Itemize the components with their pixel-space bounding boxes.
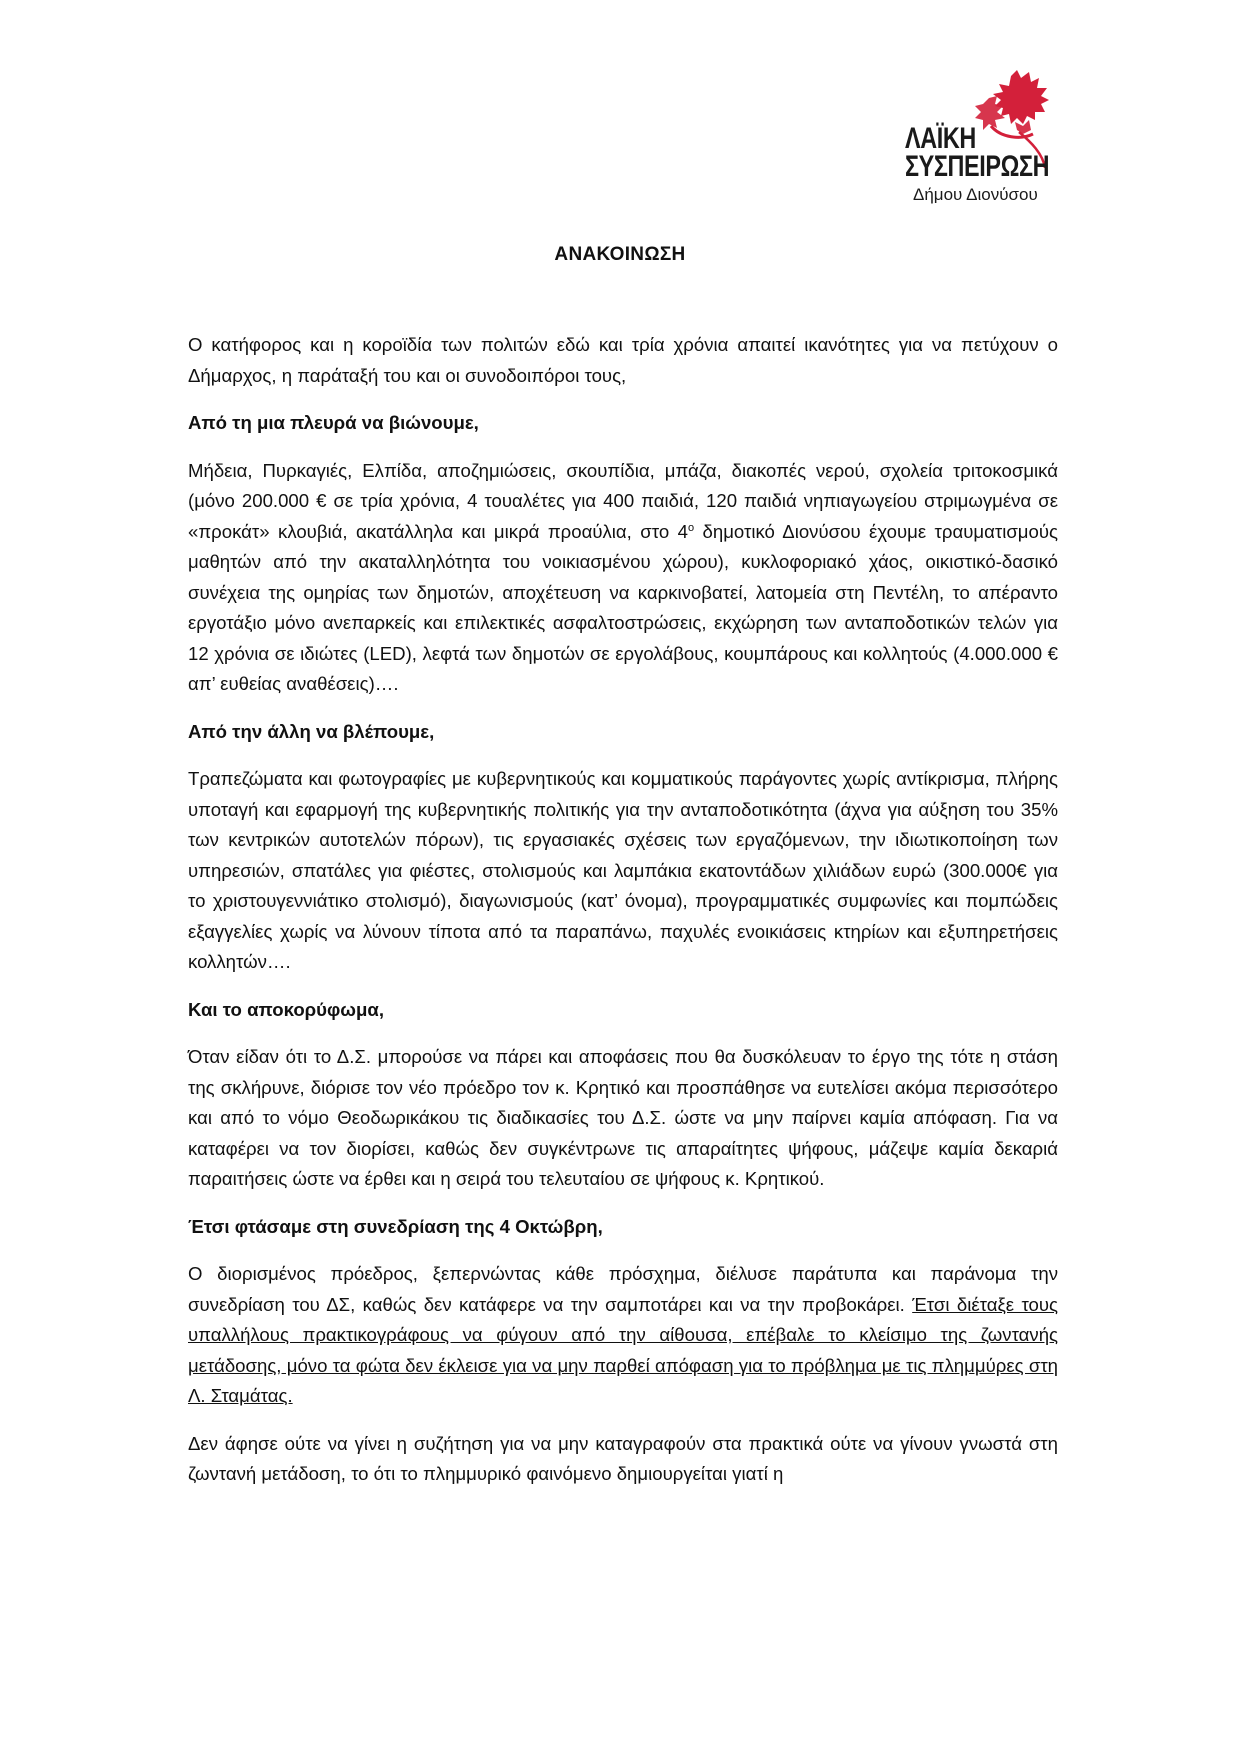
paragraph-flooding: Δεν άφησε ούτε να γίνει η συζήτηση για να μην καταγραφούν στα πρακτικά ούτε να γίνουν γνωστά στη ζωντανή μετάδοση, το ότι το πλημμυρικό φαινόμενο δημιουργείται γιατί η	[188, 1432, 1058, 1484]
underlined-passage: Έτσι διέταξε τους υπαλλήλους πρακτικογράφους να φύγουν από την αίθουσα, επέβαλε το κλείσιμο της ζωντανής μετάδοσης, μόνο τα φώτα δεν έκλεισε για να μην παρθεί απόφαση για το πρόβλημα με τις πλημμύρες στη Λ. Σταμάτας.	[188, 1293, 1059, 1406]
heading-one-side: Από τη μια πλευρά να βιώνουμε,	[188, 412, 479, 433]
paragraph-council: Όταν είδαν ότι το Δ.Σ. μπορούσε να πάρει και αποφάσεις που θα δυσκόλευαν το έργο της τότε η στάση της σκλήρυνε, διόρισε τον νέο πρόεδρο τον κ. Κρητικό και προσπάθησε να ευτελίσει ακόμα περισσότερο και από το νόμο Θεοδωρικάκου τις διαδικασίες του Δ.Σ. ώστε να μην παίρνει καμία απόφαση. Για να καταφέρει να τον διορίσει, καθώς δεν συγκέντρωνε τις απαραίτητες ψήφους, μάζεψε καμία δεκαριά παραιτήσεις ώστε να έρθει και η σειρά του τελευταίου σε ψήφους κ. Κρητικού.	[188, 1046, 1058, 1189]
heading-culmination: Και το αποκορύφωμα,	[188, 998, 384, 1020]
paragraph-problems-text-a: Μήδεια, Πυρκαγιές, Ελπίδα, αποζημιώσεις, σκουπίδια, μπάζα, διακοπές νερού, σχολεία τριτοκοσμικά (μόνο 200.000 € σε τρία χρόνια, 4 τουαλέτες για 400 παιδιά, 120 παιδιά νηπιαγωγείου στριμωγμένα σε «προκάτ» κλουβιά, ακατάλληλα και μικρά προαύλια, στο 4	[188, 459, 1058, 542]
logo	[905, 68, 1065, 208]
paragraph-problems-text-b: δημοτικό Διονύσου έχουμε τραυματισμούς μαθητών από την ακαταλληλότητα του νοικιασμένου χώρου), κυκλοφοριακό χάος, οικιστικό-δασικό συνέχεια της ομηρίας των δημοτών, αποχέτευση να καρκινοβατεί, λατομεία στη Πεντέλη, το απέραντο εργοτάξιο μόνο ανεπαρκείς και επιλεκτικές ασφαλτοστρώσεις, εκχώρηση των ανταποδοτικών τελών για 12 χρόνια σε ιδιώτες (LED), λεφτά των δημοτών σε εργολάβους, κουμπάρους και κολλητούς (4.000.000 € απ’ ευθείας αναθέσεις)….	[188, 520, 1058, 694]
heading-other-side: Από την άλλη να βλέπουμε,	[188, 720, 435, 742]
paragraph-meeting	[188, 1259, 1058, 1412]
logo-line-2: ΣΥΣΠΕΙΡΩΣΗ	[905, 150, 1050, 183]
paragraph-problems	[188, 456, 1058, 700]
document-title: ΑΝΑΚΟΙΝΩΣΗ	[554, 244, 686, 265]
logo-line-1: ΛΑΪΚΗ	[905, 122, 976, 155]
logo-line-3: Δήμου Διονύσου	[913, 185, 1038, 204]
document-body	[188, 330, 1058, 1507]
paragraph-meeting-text: Ο διορισμένος πρόεδρος, ξεπερνώντας κάθε πρόσχημα, διέλυσε παράτυπα και παράνομα την συνεδρίαση του ΔΣ, καθώς δεν κατάφερε να την σαμποτάρει και να την προβοκάρει.	[188, 1263, 1058, 1315]
paragraph-intro: Ο κατήφορος και η κοροϊδία των πολιτών εδώ και τρία χρόνια απαιτεί ικανότητες για να πετύχουν ο Δήμαρχος, η παράταξή του και οι συνοδοιπόροι τους,	[188, 334, 1058, 386]
paragraph-government: Τραπεζώματα και φωτογραφίες με κυβερνητικούς και κομματικούς παράγοντες χωρίς αντίκρισμα, πλήρης υποταγή και εφαρμογή της κυβερνητικής πολιτικής για την ανταποδοτικότητα (άχνα για αύξηση του 35% των κεντρικών αυτοτελών πόρων), τις εργασιακές σχέσεις των εργαζόμενων, την ιδιωτικοποίηση των υπηρεσιών, σπατάλες για φιέστες, στολισμούς και λαμπάκια εκατοντάδων χιλιάδων ευρώ (300.000€ για το χριστουγεννιάτικο στολισμό), διαγωνισμούς (κατ’ όνομα), προγραμματικές συμφωνίες και πομπώδεις εξαγγελίες χωρίς να λύνουν τίποτα από τα παραπάνω, παχυλές ενοικιάσεις κτηρίων και εξυπηρετήσεις κολλητών….	[188, 768, 1058, 972]
heading-october-meeting: Έτσι φτάσαμε στη συνεδρίαση της 4 Οκτώβρη,	[188, 1215, 603, 1237]
ordinal-superscript: ο	[687, 521, 695, 534]
